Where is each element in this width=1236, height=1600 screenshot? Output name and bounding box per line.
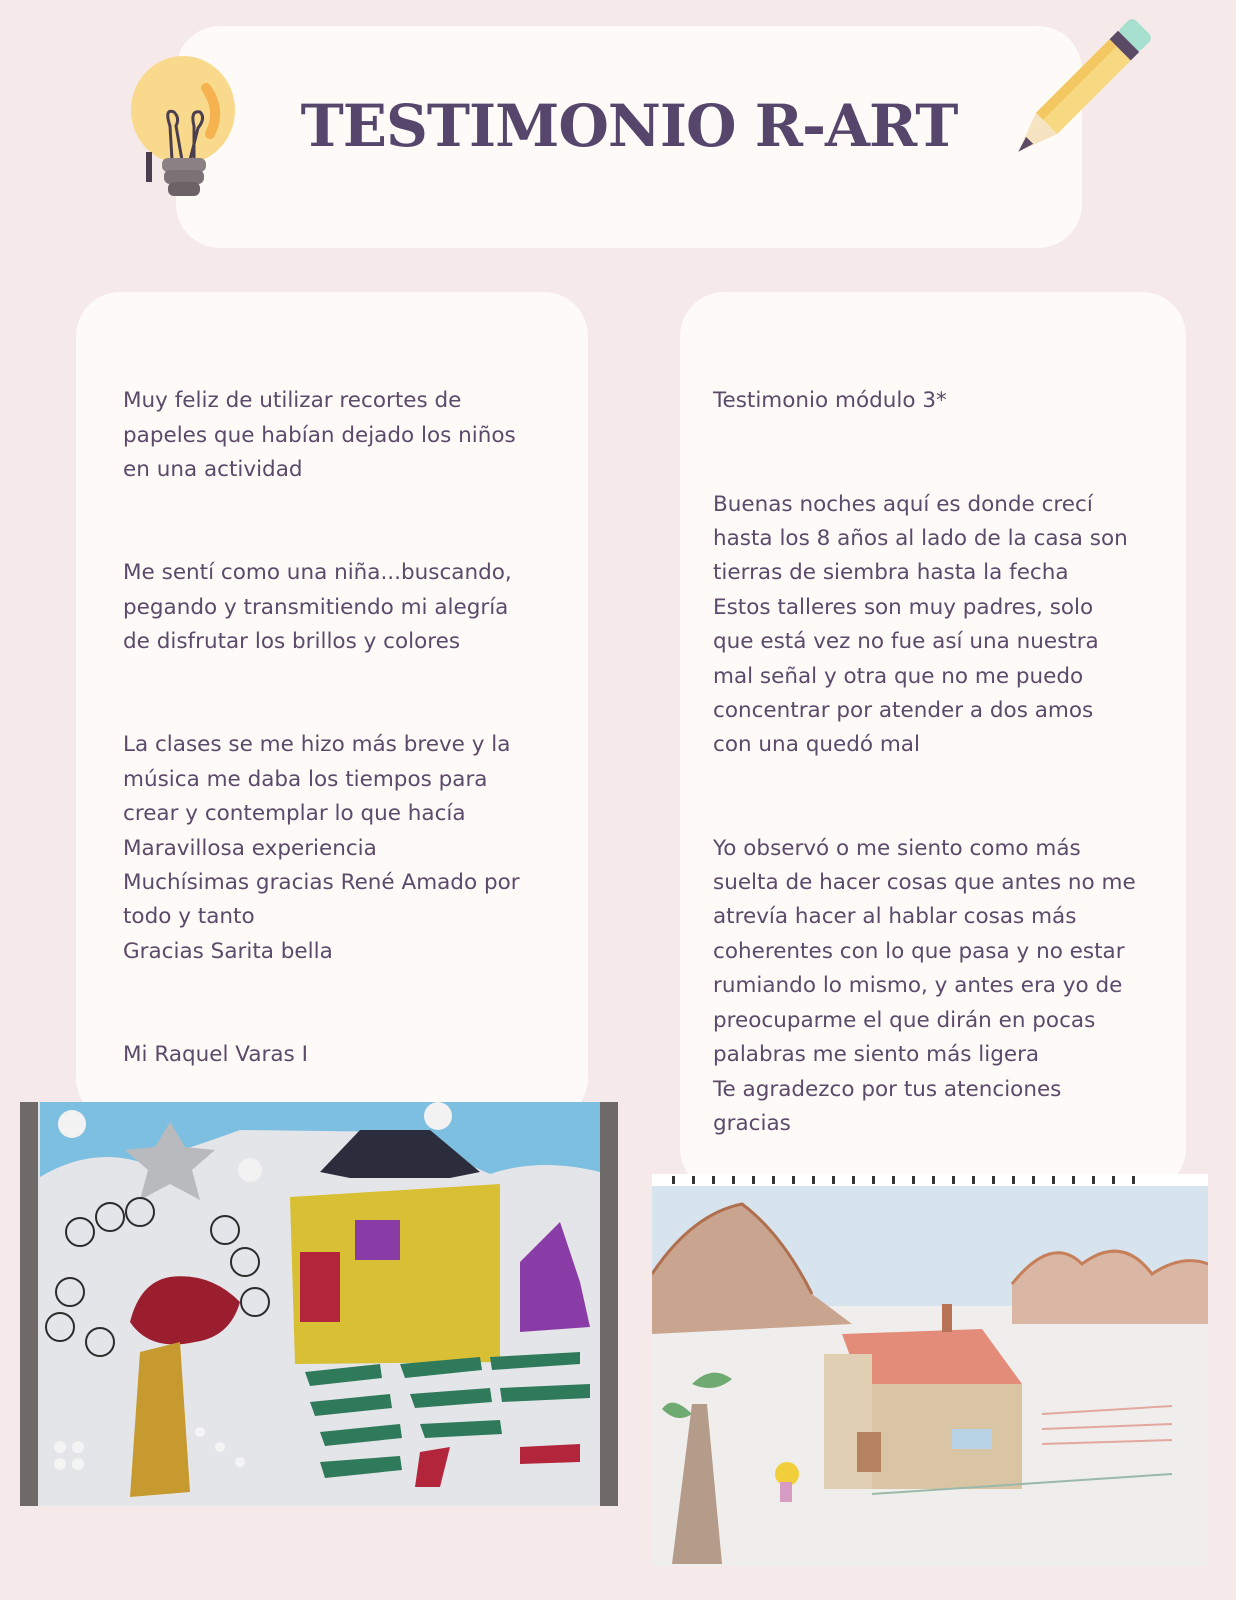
- left-signature: Mi Raquel Varas I: [123, 1042, 308, 1068]
- right-paragraph: Yo observó o me siento como más suelta de hacer cosas que antes no me atrevía hacer al hablar cosas más coherentes con lo que pasa y no estar rumiando lo mismo, y antes era yo de preocuparme el que dirán en pocas palabras me siento más ligera Te agradezco por tus atenciones gracias: [713, 835, 1136, 1136]
- house-drawing-photo: [652, 1174, 1208, 1566]
- left-paragraph: Me sentí como una niña...buscando, pegando y transmitiendo mi alegría de disfrutar los brillos y colores: [123, 560, 512, 655]
- right-paragraph: Buenas noches aquí es donde crecí hasta los 8 años al lado de la casa son tierras de siembra hasta la fecha Estos talleres son muy padres, solo que está vez no fue así una nuestra mal señal y otra que no me puedo concentrar por atender a dos amos con una quedó mal: [713, 491, 1128, 758]
- left-paragraph: La clases se me hizo más breve y la música me daba los tiempos para crear y contemplar lo que hacía Maravillosa experiencia Muchísimas gracias René Amado por todo y tanto Gracias Sarita bella: [123, 732, 520, 964]
- collage-artwork-photo: [20, 1102, 618, 1506]
- right-heading: Testimonio módulo 3*: [713, 388, 947, 414]
- page-title: TESTIMONIO R-ART: [300, 92, 958, 160]
- left-paragraph: Muy feliz de utilizar recortes de papeles que habían dejado los niños en una actividad: [123, 388, 516, 483]
- left-testimonial-text: [123, 350, 563, 1141]
